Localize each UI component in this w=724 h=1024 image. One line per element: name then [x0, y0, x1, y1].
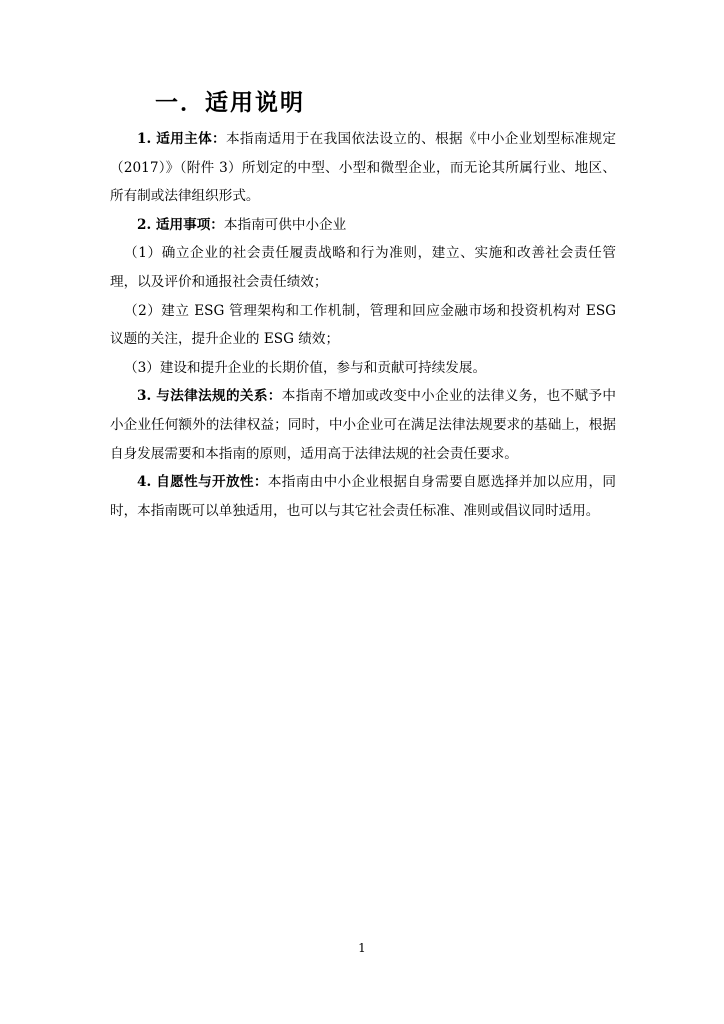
paragraph-text: 本指南不增加或改变中小企业的法律义务，也不赋予中小企业任何额外的法律权益；同时，中小企业可在满足法律法规要求的基础上，根据自身发展需要和本指南的原则，适用高于法律法规的社会责任要求。 [110, 388, 616, 462]
paragraph-label: 2. 适用事项： [137, 216, 224, 233]
paragraph-applicable-matters [110, 211, 616, 240]
paragraph-text: 本指南由中小企业根据自身需要自愿选择并加以应用，同时，本指南既可以单独适用，也可以与其它社会责任标准、准则或倡议同时适用。 [110, 474, 616, 519]
page-number: 1 [358, 941, 366, 955]
section-heading: 一．适用说明 [155, 90, 305, 116]
paragraph-label: 1. 适用主体： [137, 131, 226, 147]
list-item: （2）建立 ESG 管理架构和工作机制，管理和回应金融市场和投资机构对 ESG 议题的关注，提升企业的 ESG 绩效； [110, 302, 616, 348]
paragraph-voluntary-openness [110, 468, 616, 525]
paragraph-text: 本指南可供中小企业 [223, 216, 347, 233]
body-text [110, 125, 616, 525]
list-item: （1）确立企业的社会责任履责战略和行为准则，建立、实施和改善社会责任管理，以及评价和通报社会责任绩效； [110, 245, 616, 290]
paragraph-legal-relationship [110, 382, 616, 468]
paragraph-text: 本指南适用于在我国依法设立的、根据《中小企业划型标准规定（2017）》（附件 3）所划定的中型、小型和微型企业，而无论其所属行业、地区、所有制或法律组织形式。 [110, 131, 616, 205]
list-item: （3）建设和提升企业的长期价值，参与和贡献可持续发展。 [124, 359, 487, 376]
paragraph-label: 3. 与法律法规的关系： [137, 388, 282, 405]
paragraph-applicable-subject [110, 125, 616, 211]
paragraph-label: 4. 自愿性与开放性： [137, 474, 268, 491]
